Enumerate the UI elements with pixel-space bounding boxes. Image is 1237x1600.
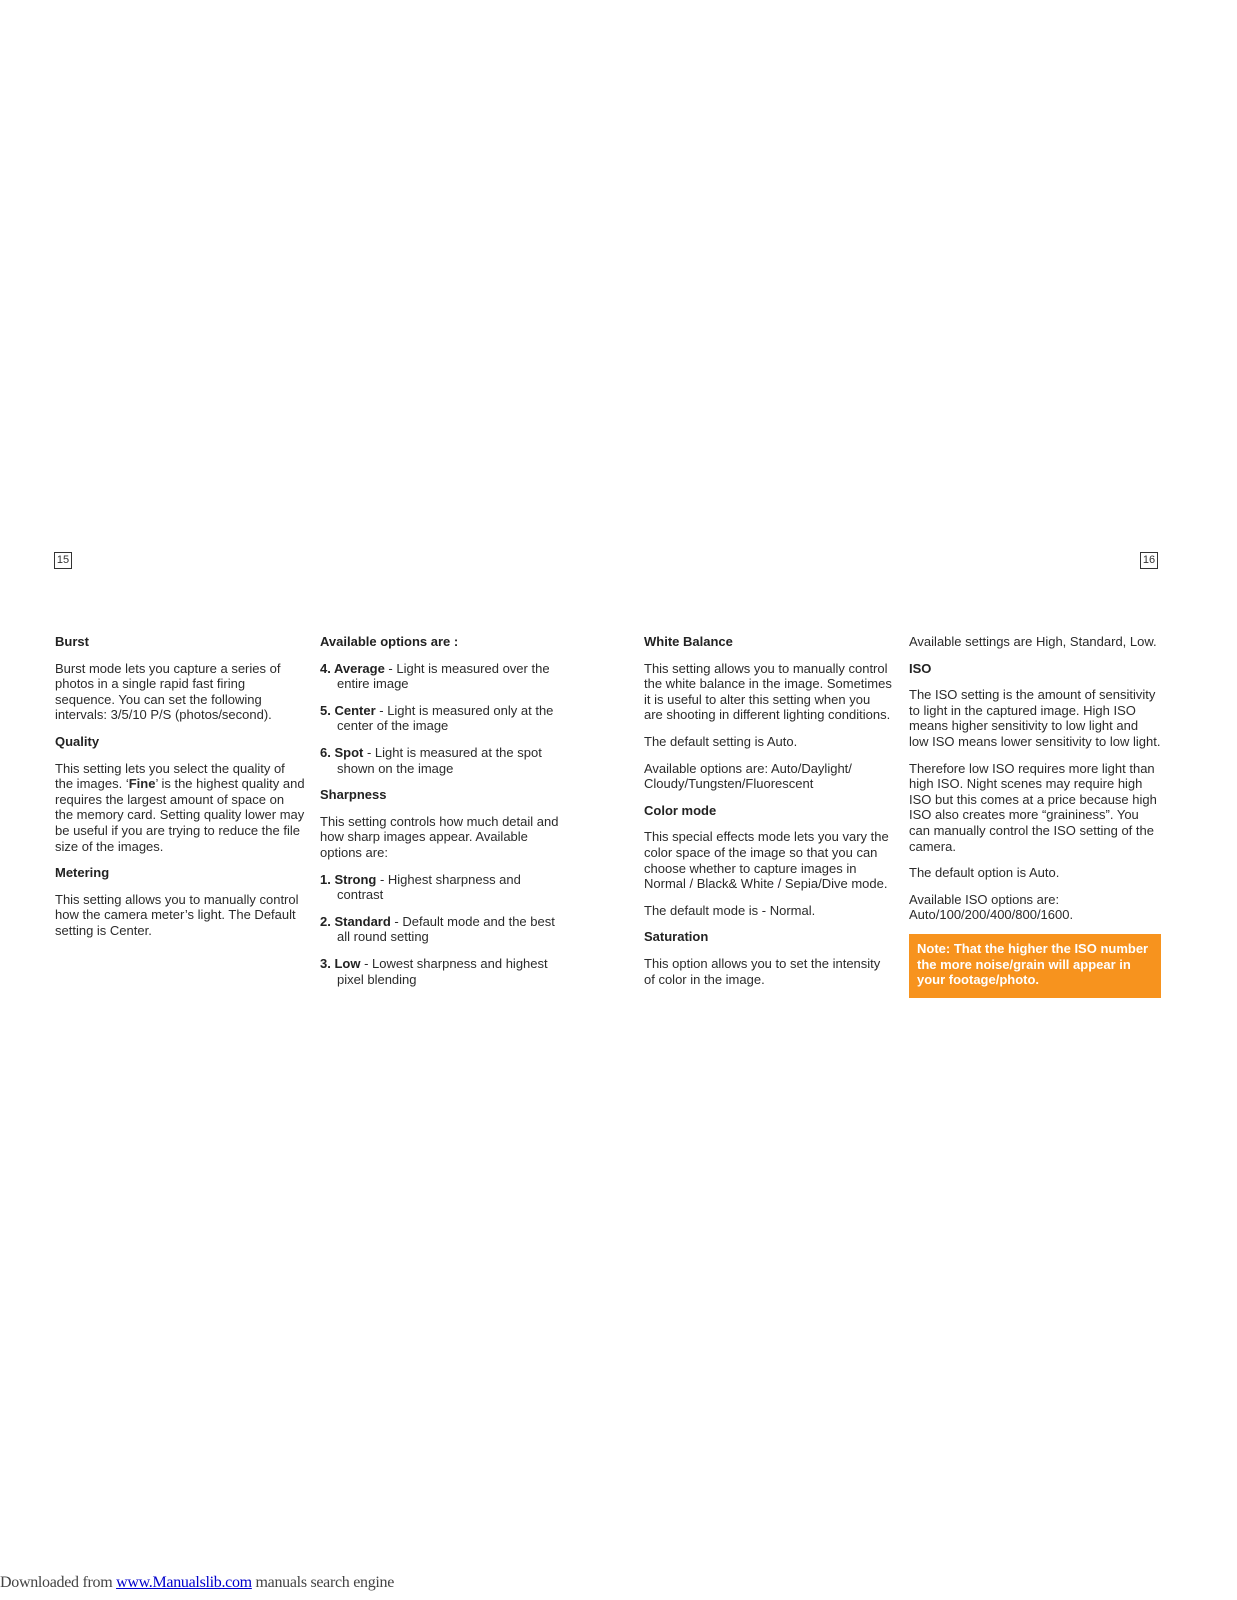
burst-text: Burst mode lets you capture a series of photos in a single rapid fast firing sequence. You can set the following intervals: 3/5/10 P/S (photos/second). [55, 660, 281, 723]
option-text: - Lowest sharpness and highest pixel blending [337, 955, 548, 987]
iso-text-1: The ISO setting is the amount of sensitivity to light in the captured image. High ISO means higher sensitivity to low light and low ISO means lower sensitivity to low light. [909, 687, 1161, 749]
page-number-left: 15 [54, 552, 72, 569]
option-label: 4. Average [320, 660, 385, 676]
option-label: 5. Center [320, 702, 376, 718]
column-2 [320, 634, 570, 998]
white-balance-heading: White Balance [644, 634, 733, 649]
iso-default: The default option is Auto. [909, 865, 1060, 881]
options-heading: Available options are : [320, 634, 459, 649]
option-text: - Default mode and the best all round setting [337, 913, 555, 945]
color-mode-text: This special effects mode lets you vary the color space of the image so that you can choose whether to capture images in Normal / Black& White / Sepia/Dive mode. [644, 829, 889, 892]
option-label: 2. Standard [320, 913, 391, 929]
option-text: - Light is measured over the entire image [337, 660, 550, 692]
sharpness-text: This setting controls how much detail and how sharp images appear. Available options are: [320, 813, 559, 860]
option-label: 6. Spot [320, 744, 364, 760]
footer-prefix: Downloaded from [0, 1574, 117, 1591]
footer-suffix: manuals search engine [251, 1574, 395, 1591]
color-mode-heading: Color mode [644, 802, 717, 818]
metering-option-center [320, 703, 570, 734]
quality-text-start: This setting lets you select the quality of the images. ‘ [55, 760, 285, 792]
quality-text-end: ’ is the highest quality and requires the largest amount of space on the memory card. Setting quality lower may be useful if you are trying to reduce the file size of the images. [55, 776, 305, 854]
iso-options: Available ISO options are: Auto/100/200/400/800/1600. [909, 891, 1074, 923]
white-balance-options: Available options are: Auto/Daylight/ Cloudy/Tungsten/Fluorescent [644, 760, 852, 792]
metering-heading: Metering [55, 865, 110, 881]
iso-heading: ISO [909, 660, 932, 676]
quality-heading: Quality [55, 733, 100, 749]
quality-fine: Fine [128, 776, 156, 792]
metering-text: This setting allows you to manually control how the camera meter’s light. The Default setting is Center. [55, 891, 299, 938]
column-3 [644, 634, 892, 998]
saturation-settings: Available settings are High, Standard, Low. [909, 634, 1157, 649]
option-text: - Highest sharpness and contrast [337, 871, 521, 903]
iso-text-2: Therefore low ISO requires more light than high ISO. Night scenes may require high ISO but this comes at a price because high ISO also creates more “graininess”. You can manually control the ISO setting of the camera. [909, 760, 1157, 854]
color-mode-default: The default mode is - Normal. [644, 902, 816, 918]
option-label: 1. Strong [320, 871, 377, 887]
quality-text [55, 761, 305, 855]
metering-option-spot [320, 745, 570, 776]
white-balance-default: The default setting is Auto. [644, 733, 798, 749]
sharpness-option-standard [320, 914, 570, 945]
page-number-right: 16 [1140, 552, 1158, 569]
metering-option-average [320, 661, 570, 692]
iso-note-box: Note: That the higher the ISO number the more noise/grain will appear in your footage/photo. [909, 934, 1161, 998]
option-label: 3. Low [320, 955, 361, 971]
option-text: - Light is measured only at the center of the image [337, 702, 554, 734]
saturation-heading: Saturation [644, 929, 709, 945]
sharpness-option-low [320, 956, 570, 987]
white-balance-text: This setting allows you to manually control the white balance in the image. Sometimes it is useful to alter this setting when you are shooting in different lighting conditions. [644, 660, 892, 723]
column-4 [909, 634, 1161, 998]
saturation-text: This option allows you to set the intensity of color in the image. [644, 955, 881, 987]
sharpness-heading: Sharpness [320, 787, 387, 803]
burst-heading: Burst [55, 634, 89, 649]
download-footer [0, 1575, 394, 1591]
column-1 [55, 634, 305, 950]
sharpness-option-strong [320, 872, 570, 903]
option-text: - Light is measured at the spot shown on the image [337, 744, 542, 776]
manualslib-link[interactable]: www.Manualslib.com [116, 1574, 252, 1591]
